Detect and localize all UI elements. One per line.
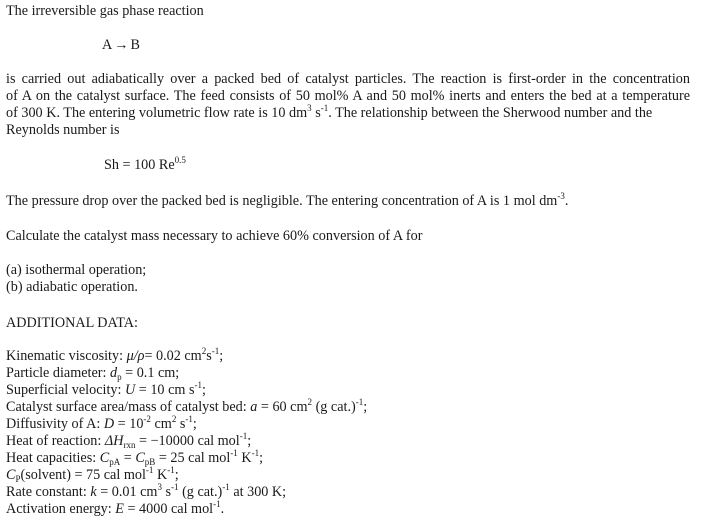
data-diameter: Particle diameter: $d_p = 0.1$ cm; (6, 365, 180, 382)
intro-text: The irreversible gas phase reaction (6, 3, 204, 19)
data-velocity: Superficial velocity: U = 10 cm $s^{-1}$; (6, 380, 206, 398)
data-activation-energy: Activation energy: E = 4000 cal mol$^{-1}$. (6, 499, 225, 517)
desc-line-3: of 300 K. The entering volumetric flow rate is 10 $dm^3$ $s^{-1}$. The relationship between the Sherwood number and the (6, 103, 653, 121)
reaction-equation (102, 37, 140, 54)
case-a: (a) isothermal operation; (6, 262, 147, 278)
arrow-icon: → (114, 37, 129, 53)
pressure-drop-text: The pressure drop over the packed bed is negligible. The entering concentration of A is 1 mol $dm^{-3}$. (6, 191, 569, 209)
data-heat-of-reaction: Heat of reaction: $\Delta H_{rxn} = -10000$ cal mol$^{-1}$; (6, 431, 252, 450)
additional-data-header: ADDITIONAL DATA: (6, 315, 138, 331)
product: B (130, 37, 140, 53)
data-solvent-heat-capacity: $C_P(solvent) = 75$ cal mol$^{-1}$ $K^{-1}$; (6, 465, 179, 484)
data-diffusivity: Diffusivity of A: $D = 10^{-2}$ $cm^2$ $s^{-1}$; (6, 414, 197, 432)
reactant: A (102, 37, 113, 53)
desc-line-1: is carried out adiabatically over a packed bed of catalyst particles. The reaction is first-order in the concentration (6, 71, 690, 87)
data-rate-constant: Rate constant: k = 0.01 $cm^3$ $s^{-1}$ (g cat.)$^{-1}$ at 300 K; (6, 482, 287, 500)
data-heat-capacities: Heat capacities: $C_{pA} = C_{pB} = 25$ cal mol$^{-1}$ $K^{-1}$; (6, 448, 264, 467)
desc-line-4: Reynolds number is (6, 122, 120, 138)
task-text: Calculate the catalyst mass necessary to achieve 60% conversion of A for (6, 228, 423, 244)
desc-line-2: of A on the catalyst surface. The feed consists of 50 mol% A and 50 mol% inerts and enters the bed at a temperature (6, 88, 690, 104)
sherwood-correlation: Sh = 100 $Re^{0.5}$ (104, 155, 186, 173)
case-b: (b) adiabatic operation. (6, 279, 138, 295)
data-surface-area: Catalyst surface area/mass of catalyst bed: a = 60 $cm^2$ (g cat.)$^{-1}$; (6, 397, 368, 415)
data-viscosity: Kinematic viscosity: μ/ρ= 0.02 $cm^2s^{-1}$; (6, 346, 224, 364)
description-paragraph (6, 71, 690, 139)
